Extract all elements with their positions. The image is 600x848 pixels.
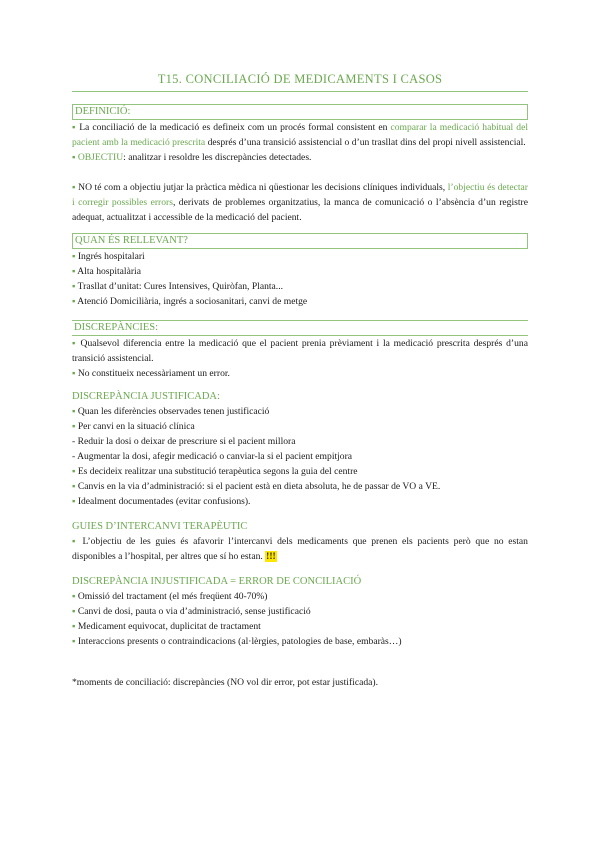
guies-heading: GUIES D’INTERCANVI TERAPÈUTIC xyxy=(72,521,248,532)
definicio-text-b: després d’una transició assistencial o d’un trasllat dins del propi nivell assistencial. xyxy=(205,137,526,148)
list-item xyxy=(72,249,528,264)
document-page xyxy=(72,64,528,690)
bullet-icon: ▪ xyxy=(72,421,78,432)
list-item xyxy=(72,279,528,294)
dash-marker: - xyxy=(72,436,78,447)
list-item-text: Reduir la dosi o deixar de prescriure si el pacient millora xyxy=(77,436,296,447)
list-item-text: Canvi de dosi, pauta o via d’administració, sense justificació xyxy=(77,606,311,617)
definicio-paragraph xyxy=(72,120,528,150)
bullet-icon: ▪ xyxy=(72,266,78,277)
list-item xyxy=(72,589,528,604)
list-item xyxy=(72,449,528,464)
list-item xyxy=(72,264,528,279)
section-definicio xyxy=(72,104,528,225)
dash-marker: - xyxy=(72,451,78,462)
definicio-paragraph-2 xyxy=(72,180,528,225)
definicio-p3-b: , derivats de problemes organitzatius, la manca de comunicació o l’absència d’un registre adequat, actualitzat i accessible de la medicació del pacient. xyxy=(72,197,528,223)
justificada-list xyxy=(72,404,528,509)
bullet-icon: ▪ xyxy=(72,536,83,547)
list-item xyxy=(72,464,528,479)
bullet-icon: ▪ xyxy=(72,251,78,262)
bullet-icon: ▪ xyxy=(72,296,78,307)
bullet-icon: ▪ xyxy=(72,636,78,647)
bullet-icon: ▪ xyxy=(72,621,78,632)
definicio-text-a: La conciliació de la medicació es defineix com un procés formal consistent en xyxy=(79,122,391,133)
bullet-icon: ▪ xyxy=(72,338,81,349)
list-item-text: Interaccions presents o contraindicacions (al·lèrgies, patologies de base, embaràs…) xyxy=(77,636,402,647)
section-discrepancies xyxy=(72,320,528,381)
bullet-icon: ▪ xyxy=(72,152,78,163)
section-quan xyxy=(72,233,528,309)
definicio-p3-a: NO té com a objectiu jutjar la pràctica mèdica ni qüestionar les decisions clíniques individuals, xyxy=(78,182,448,193)
list-item xyxy=(72,619,528,634)
list-item-text: Qualsevol diferencia entre la medicació que el pacient prenia prèviament i la medicació prescrita després d’una transició assistencial. xyxy=(72,338,528,364)
list-item-text: Idealment documentades (evitar confusions). xyxy=(77,496,251,507)
list-item xyxy=(72,404,528,419)
list-item-text: Alta hospitalària xyxy=(77,266,141,277)
bullet-icon: ▪ xyxy=(72,466,78,477)
list-item-text: Per canvi en la situació clínica xyxy=(77,421,195,432)
guies-highlight: !!! xyxy=(266,551,276,562)
section-justificada xyxy=(72,390,528,509)
injustificada-heading: DISCREPÀNCIA INJUSTIFICADA = ERROR DE CONCILIACIÓ xyxy=(72,576,362,587)
bullet-icon: ▪ xyxy=(72,122,80,133)
guies-paragraph xyxy=(72,534,528,564)
list-item-text: Quan les diferències observades tenen justificació xyxy=(77,406,270,417)
list-item-text: Canvis en la via d’administració: si el pacient està en dieta absoluta, he de passar de VO a VE. xyxy=(77,481,441,492)
list-item xyxy=(72,494,528,509)
justificada-heading: DISCREPÀNCIA JUSTIFICADA: xyxy=(72,391,220,402)
bullet-icon: ▪ xyxy=(72,182,79,193)
list-item-text: Atenció Domiciliària, ingrés a sociosanitari, canvi de metge xyxy=(77,296,308,307)
objectiu-label: OBJECTIU xyxy=(77,152,124,163)
list-item-text: Omissió del tractament (el més freqüent 40-70%) xyxy=(77,591,268,602)
guies-text: L’objectiu de les guies és afavorir l’intercanvi dels medicaments que prenen els pacients però que no estan disponibles a l’hospital, per altres que sí ho estan. xyxy=(72,536,528,562)
list-item xyxy=(72,434,528,449)
list-item-text: Ingrés hospitalari xyxy=(77,251,145,262)
page-title: T15. CONCILIACIÓ DE MEDICAMENTS I CASOS xyxy=(72,72,528,92)
list-item-text: Augmentar la dosi, afegir medicació o canviar-la si el pacient empitjora xyxy=(77,451,353,462)
footnote: *moments de conciliació: discrepàncies (NO vol dir error, pot estar justificada). xyxy=(72,677,378,688)
list-item xyxy=(72,479,528,494)
list-item xyxy=(72,419,528,434)
objectiu-line xyxy=(72,150,528,165)
list-item xyxy=(72,336,528,366)
objectiu-text: : analitzar i resoldre les discrepàncies detectades. xyxy=(123,152,312,163)
list-item-text: No constitueix necessàriament un error. xyxy=(77,368,230,379)
bullet-icon: ▪ xyxy=(72,606,78,617)
section-injustificada xyxy=(72,575,528,649)
list-item xyxy=(72,294,528,309)
bullet-icon: ▪ xyxy=(72,406,78,417)
definicio-p3-green: l’objectiu és detectar i corregir possibles errors xyxy=(72,182,528,208)
definicio-heading: DEFINICIÓ: xyxy=(72,104,528,120)
discrepancies-heading: DISCREPÀNCIES: xyxy=(72,320,528,336)
definicio-text-green: comparar la medicació habitual del pacient amb la medicació prescrita xyxy=(72,122,528,148)
bullet-icon: ▪ xyxy=(72,281,78,292)
list-item xyxy=(72,634,528,649)
bullet-icon: ▪ xyxy=(72,368,78,379)
list-item-text: Medicament equivocat, duplicitat de tractament xyxy=(77,621,261,632)
quan-heading: QUAN ÉS RELLEVANT? xyxy=(72,233,528,249)
bullet-icon: ▪ xyxy=(72,591,78,602)
bullet-icon: ▪ xyxy=(72,481,78,492)
list-item-text: Es decideix realitzar una substitució terapèutica segons la guia del centre xyxy=(77,466,358,477)
list-item xyxy=(72,604,528,619)
bullet-icon: ▪ xyxy=(72,496,78,507)
list-item xyxy=(72,366,528,381)
section-guies xyxy=(72,520,528,564)
list-item-text: Trasllat d’unitat: Cures Intensives, Quiròfan, Planta... xyxy=(77,281,283,292)
